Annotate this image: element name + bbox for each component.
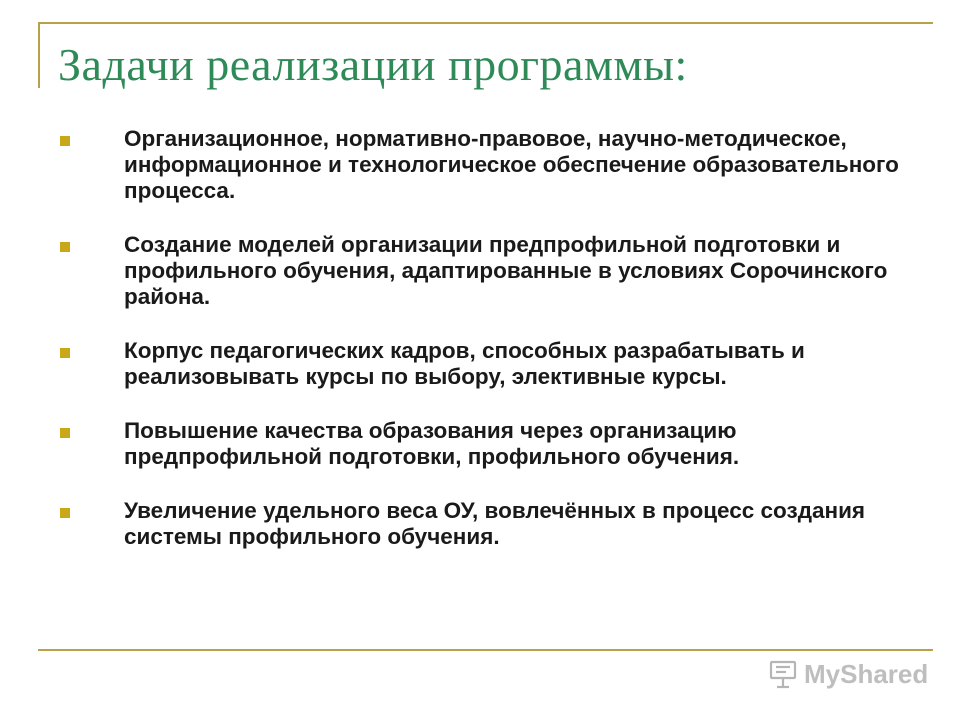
bullet-item xyxy=(58,126,918,204)
square-bullet-icon xyxy=(60,242,70,252)
bullet-text: Увеличение удельного веса ОУ, вовлечённых в процесс создания системы профильного обучения. xyxy=(124,498,866,549)
frame-left-line xyxy=(38,22,40,88)
bullet-item xyxy=(58,232,918,310)
bullet-item xyxy=(58,498,918,550)
square-bullet-icon xyxy=(60,428,70,438)
bullet-item xyxy=(58,338,918,390)
square-bullet-icon xyxy=(60,348,70,358)
bullet-text: Организационное, нормативно-правовое, научно-методическое, информационное и технологическое обеспечение образовательного процесса. xyxy=(124,126,899,203)
watermark-text: MyShared xyxy=(804,659,929,689)
projector-board-icon xyxy=(771,662,795,687)
myshared-logo xyxy=(768,656,948,692)
square-bullet-icon xyxy=(60,136,70,146)
bullet-item xyxy=(58,418,918,470)
bullet-text: Повышение качества образования через организацию предпрофильной подготовки, профильного обучения. xyxy=(124,418,740,469)
bullet-text: Создание моделей организации предпрофильной подготовки и профильного обучения, адаптированные в условиях Сорочинского района. xyxy=(124,232,888,309)
slide-title: Задачи реализации программы: xyxy=(58,39,688,90)
frame-bottom-line xyxy=(38,649,933,651)
bullet-text: Корпус педагогических кадров, способных разрабатывать и реализовывать курсы по выбору, элективные курсы. xyxy=(124,338,805,389)
bullet-list xyxy=(58,126,918,578)
myshared-watermark xyxy=(768,656,948,692)
frame-top-line xyxy=(38,22,933,24)
square-bullet-icon xyxy=(60,508,70,518)
